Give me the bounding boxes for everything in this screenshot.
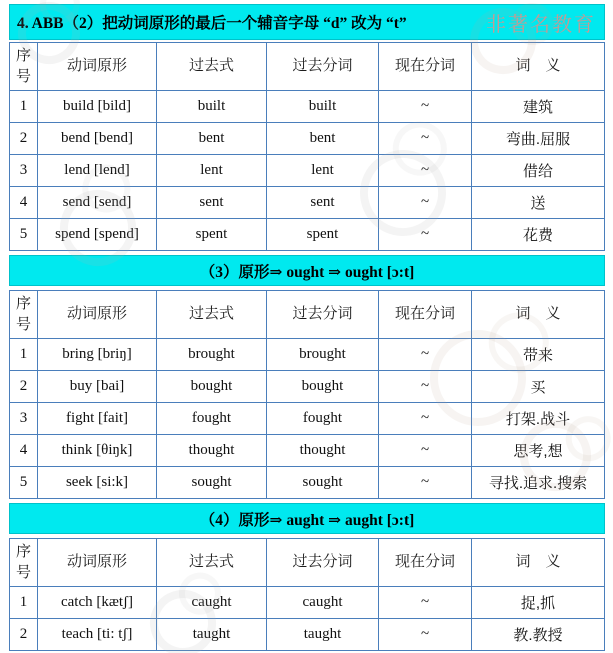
verb-cell: bend [bend]	[38, 123, 157, 155]
meaning-cell: 寻找.追求.搜索	[472, 467, 605, 499]
past-participle-cell: bent	[267, 123, 379, 155]
column-header: 序号	[10, 291, 38, 339]
past-participle-cell: spent	[267, 219, 379, 251]
table-row	[10, 619, 605, 651]
column-header: 词 义	[472, 291, 605, 339]
table-row	[10, 187, 605, 219]
present-participle-cell: ~	[379, 371, 472, 403]
past-tense-cell: sought	[157, 467, 267, 499]
verb-cell: build [bild]	[38, 91, 157, 123]
index-cell: 5	[10, 467, 38, 499]
present-participle-cell: ~	[379, 219, 472, 251]
verb-cell: lend [lend]	[38, 155, 157, 187]
column-header: 词 义	[472, 43, 605, 91]
column-header: 过去分词	[267, 43, 379, 91]
verb-cell: bring [briŋ]	[38, 339, 157, 371]
column-header: 过去式	[157, 291, 267, 339]
section-band: （4）原形⇒ aught ⇒ aught [ɔ:t]	[9, 503, 605, 534]
header-row	[10, 291, 605, 339]
verb-table	[9, 42, 605, 251]
column-header: 序号	[10, 539, 38, 587]
table-row	[10, 587, 605, 619]
past-participle-cell: sought	[267, 467, 379, 499]
column-header: 动词原形	[38, 539, 157, 587]
header-row	[10, 539, 605, 587]
meaning-cell: 捉,抓	[472, 587, 605, 619]
table-row	[10, 403, 605, 435]
past-tense-cell: spent	[157, 219, 267, 251]
table-row	[10, 91, 605, 123]
present-participle-cell: ~	[379, 123, 472, 155]
past-participle-cell: brought	[267, 339, 379, 371]
column-header: 过去分词	[267, 291, 379, 339]
index-cell: 3	[10, 403, 38, 435]
verb-table	[9, 290, 605, 499]
table-row	[10, 219, 605, 251]
past-tense-cell: taught	[157, 619, 267, 651]
present-participle-cell: ~	[379, 187, 472, 219]
present-participle-cell: ~	[379, 467, 472, 499]
verb-cell: fight [fait]	[38, 403, 157, 435]
meaning-cell: 建筑	[472, 91, 605, 123]
table-row	[10, 371, 605, 403]
verb-cell: seek [si:k]	[38, 467, 157, 499]
brand-watermark: 非著名教育	[486, 13, 596, 36]
past-participle-cell: fought	[267, 403, 379, 435]
present-participle-cell: ~	[379, 435, 472, 467]
past-tense-cell: built	[157, 91, 267, 123]
verb-cell: buy [bai]	[38, 371, 157, 403]
past-participle-cell: built	[267, 91, 379, 123]
index-cell: 4	[10, 435, 38, 467]
column-header: 序号	[10, 43, 38, 91]
index-cell: 1	[10, 91, 38, 123]
title-bar	[9, 4, 605, 40]
index-cell: 2	[10, 619, 38, 651]
meaning-cell: 送	[472, 187, 605, 219]
index-cell: 1	[10, 587, 38, 619]
meaning-cell: 教.教授	[472, 619, 605, 651]
meaning-cell: 弯曲.屈服	[472, 123, 605, 155]
past-participle-cell: lent	[267, 155, 379, 187]
table-row	[10, 467, 605, 499]
column-header: 过去式	[157, 43, 267, 91]
index-cell: 2	[10, 371, 38, 403]
past-tense-cell: lent	[157, 155, 267, 187]
table-row	[10, 155, 605, 187]
present-participle-cell: ~	[379, 587, 472, 619]
meaning-cell: 花费	[472, 219, 605, 251]
present-participle-cell: ~	[379, 91, 472, 123]
section-band: （3）原形⇒ ought ⇒ ought [ɔ:t]	[9, 255, 605, 286]
present-participle-cell: ~	[379, 339, 472, 371]
index-cell: 5	[10, 219, 38, 251]
column-header: 现在分词	[379, 43, 472, 91]
column-header: 词 义	[472, 539, 605, 587]
table-row	[10, 123, 605, 155]
past-tense-cell: bought	[157, 371, 267, 403]
index-cell: 3	[10, 155, 38, 187]
table-row	[10, 435, 605, 467]
column-header: 过去分词	[267, 539, 379, 587]
verb-cell: spend [spend]	[38, 219, 157, 251]
past-participle-cell: thought	[267, 435, 379, 467]
column-header: 现在分词	[379, 539, 472, 587]
verb-cell: think [θiŋk]	[38, 435, 157, 467]
present-participle-cell: ~	[379, 155, 472, 187]
sections-container	[9, 42, 613, 651]
verb-cell: teach [ti: tʃ]	[38, 619, 157, 651]
meaning-cell: 借给	[472, 155, 605, 187]
column-header: 动词原形	[38, 291, 157, 339]
header-row	[10, 43, 605, 91]
present-participle-cell: ~	[379, 403, 472, 435]
table-row	[10, 339, 605, 371]
past-tense-cell: sent	[157, 187, 267, 219]
index-cell: 2	[10, 123, 38, 155]
past-tense-cell: brought	[157, 339, 267, 371]
meaning-cell: 带来	[472, 339, 605, 371]
verb-cell: catch [kætʃ]	[38, 587, 157, 619]
column-header: 过去式	[157, 539, 267, 587]
verb-table	[9, 538, 605, 651]
past-participle-cell: bought	[267, 371, 379, 403]
past-participle-cell: caught	[267, 587, 379, 619]
past-tense-cell: thought	[157, 435, 267, 467]
past-tense-cell: caught	[157, 587, 267, 619]
index-cell: 4	[10, 187, 38, 219]
past-participle-cell: sent	[267, 187, 379, 219]
past-tense-cell: fought	[157, 403, 267, 435]
meaning-cell: 思考,想	[472, 435, 605, 467]
column-header: 现在分词	[379, 291, 472, 339]
index-cell: 1	[10, 339, 38, 371]
present-participle-cell: ~	[379, 619, 472, 651]
page-title: 4. ABB（2）把动词原形的最后一个辅音字母 “d” 改为 “t”	[17, 15, 407, 32]
verb-cell: send [send]	[38, 187, 157, 219]
column-header: 动词原形	[38, 43, 157, 91]
past-tense-cell: bent	[157, 123, 267, 155]
past-participle-cell: taught	[267, 619, 379, 651]
meaning-cell: 买	[472, 371, 605, 403]
meaning-cell: 打架.战斗	[472, 403, 605, 435]
